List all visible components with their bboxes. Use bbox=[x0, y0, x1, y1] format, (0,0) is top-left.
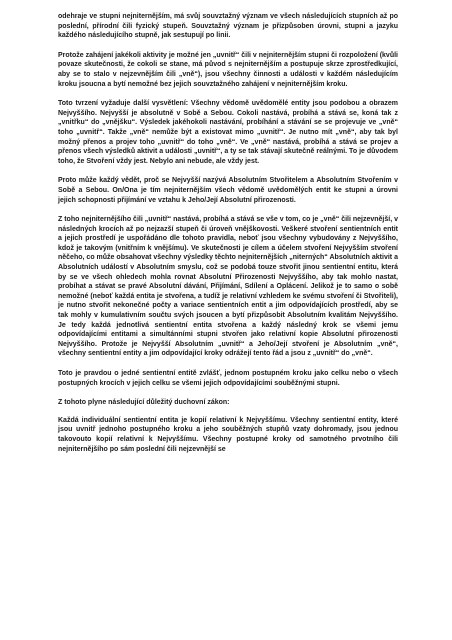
paragraph-3: Toto tvrzení vyžaduje další vysvětlení: Všechny vědomě uvědomělé entity jsou podobou a obrazem Nejvyššího. Nejvyšší je absolutně v Sobě a Sebou. Cokoli nastává, probíhá a stává se, koná tak z „vnitřku“ do „vnějšku“. Výsledek jakéhokoli nastávání, probíhání a stávání se se projevuje ve „vně“ toho „uvnitř“. Takže „vně“ nemůže být a existovat mimo „uvnitř“. Je nutno mít „vně“, aby tak byl možný přenos a projev toho „uvnitř“ do toho „vně“. Ve „vně“ nastává, probíhá a stává se projev a přenos všech výsledků aktivit a události „uvnitř“, a ty se tak stávají skutečně reálnými. To je důvodem toho, že Stvoření vždy jest. Nebylo ani nebude, ale vždy jest. bbox=[58, 100, 398, 165]
paragraph-5: Z toho nejniternějšího čili „uvnitř“ nastává, probíhá a stává se vše v tom, co je „vně“ čili nejzevnější, v následných krocích až po nejzazší stupeň či úroveň vnějškovosti. Veškeré stvoření sentientních entit a jejich prostředí je uspořádáno dle tohoto pravidla, neboť jsou všechny vybudovány z Nejvyššího, kdož je takovým (vnitřním k vnějšímu). Ve skutečnosti je cílem a účelem stvoření Nejvyšším stvoření něčeho, co může obsahovat všechny výsledky těchto nejniternějších „niterných“ Absolutních aktivit a Absolutních událostí v Absolutním smyslu, což se podobá touze stvořit jinou sentientní entitu, která by se ve všech ohledech mohla rovnat Absolutní Přirozenosti Nejvyššího, aby tak mohlo nastat, probíhat a stávat se pravé Absolutní dávání, Přijímání, Sdílení a Oplácení. Jelikož je to samo o sobě nemožné (neboť každá entita je stvořena, a tudíž je relativní vzhledem ke svému stvoření či Stvořiteli), je nutno stvořit nekonečné počty a variace sentientních entit a jim odpovídajících prostředí, aby se tak mohly v kumulativním součtu svých jsoucen a bytí přizpůsobit Absolutním kvalitám Nejvyššího. Je tedy každá jednotlivá sentientní entita stvořena a každý následný krok se všemi jemu odpovídajícími entitami a simultánními stupni stvořen jako relativní kopie Absolutní přirozenosti Nejvyššího. Protože je Nejvyšší Absolutním „uvnitř“ a Jeho/Její stvoření je Absolutním „vně“, všechny sentientní entity a jim odpovídající kroky odrážejí tento řád a jsou z „uvnitř“ do „vně“. bbox=[58, 216, 398, 358]
paragraph-2: Protože zahájení jakékoli aktivity je možné jen „uvnitř“ čili v nejniternějším stupni či rozpoložení (kvůli povaze skutečnosti, že cokoli se stane, má původ s nejniternějším a postupuje skrze zprostředkující, aby se to stalo v nejzevnějším čili „vně“), jsou všechny činnosti a události v každém následujícím kroku jsoucna a bytí nemožné bez jejich souvztažného zahájení v nejniternějším kroku. bbox=[58, 51, 398, 88]
document-page bbox=[58, 12, 398, 464]
paragraph-7: Z tohoto plyne následující důležitý duchovní zákon: bbox=[58, 399, 230, 407]
paragraph-4: Proto může každý vědět, proč se Nejvyšší nazývá Absolutním Stvořitelem a Absolutním Stvořením v Sobě a Sebou. On/Ona je tím nejniternějším všech vědomě uvědomělých entit ke stupni a úrovni jejich schopnosti přijímání ve vztahu k Jeho/Její Absolutní přirozenosti. bbox=[58, 177, 398, 204]
paragraph-8: Každá individuální sentientní entita je kopií relativní k Nejvyššímu. Všechny sentientní entity, které jsou uvnitř jednoho postupného kroku a jeho souběžných stupňů vzaty dohromady, jsou jednou takovouto kopií relativní k Nejvyššímu. Všechny postupné kroky od samotného prvotního čili nejniternějšího po sám poslední čili nejzevnější se bbox=[58, 416, 398, 453]
paragraph-6: Toto je pravdou o jedné sentientní entitě zvlášť, jednom postupném kroku jako celku nebo o všech postupných krocích v jejich celku se všemi jejich odpovídajícími souběžnými stupni. bbox=[58, 370, 398, 387]
paragraph-1: odehraje ve stupni nejniternějším, má svůj souvztažný význam ve všech následujících stupních až po poslední, přírodní čili fyzický stupeň. Souvztažný význam je přizpůsoben úrovni, stupni a jazyku každého následujícího stupně, jak sestupují po linii. bbox=[58, 13, 398, 40]
